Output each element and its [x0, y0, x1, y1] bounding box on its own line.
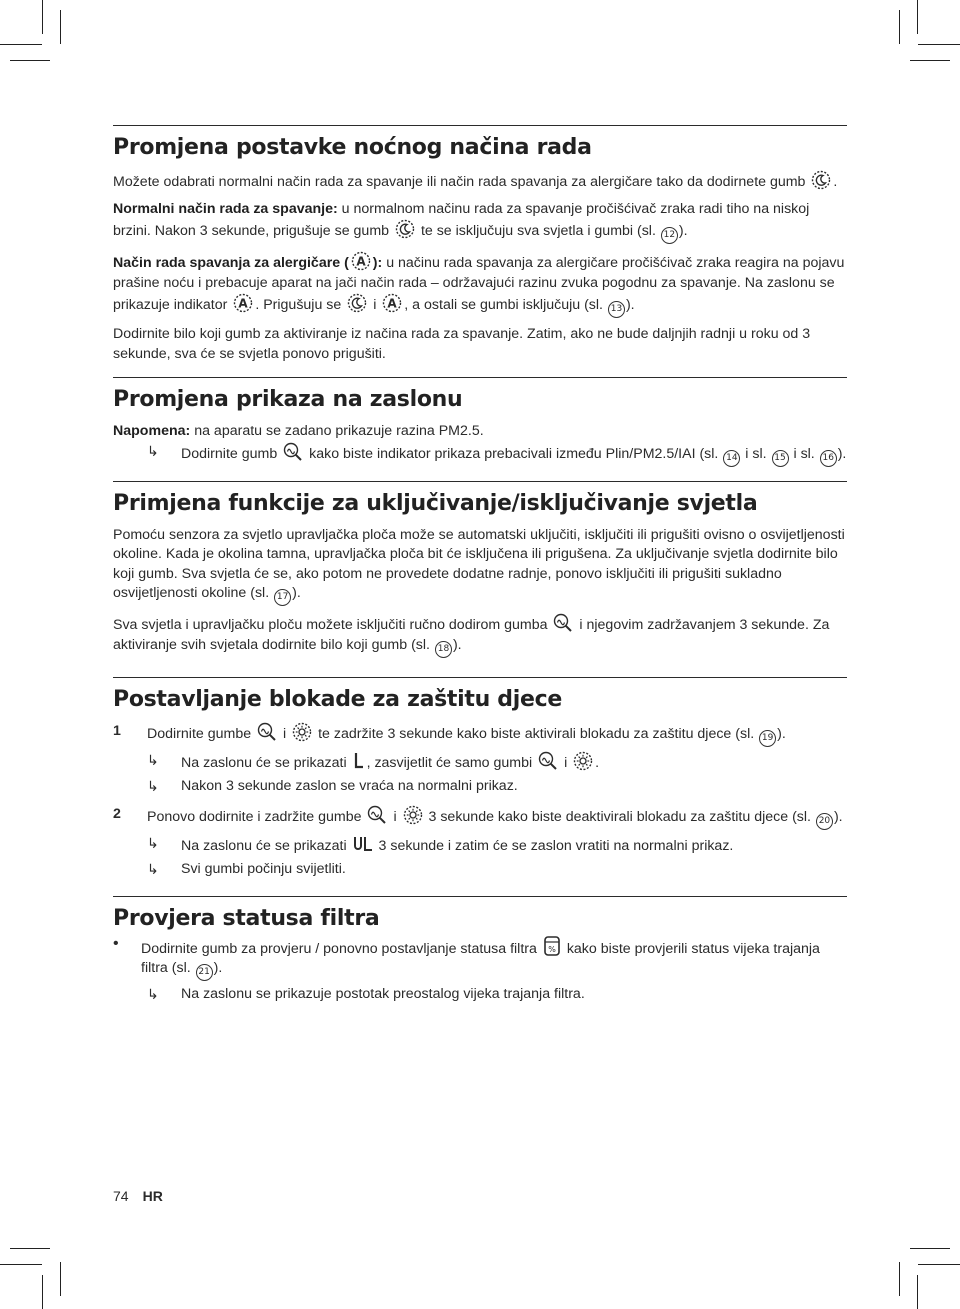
- allergen-a-icon: [351, 251, 371, 271]
- section-title: Promjena postavke noćnog načina rada: [113, 135, 592, 160]
- svg-text:A: A: [356, 254, 366, 269]
- light-sun-icon: [403, 805, 423, 825]
- display-magnifier-icon: [367, 805, 387, 825]
- page-footer: [113, 1188, 163, 1204]
- paragraph: Možete odabrati normalni način rada za spavanje ili način rada spavanja za alergičare tako da dodirnete gumb .: [113, 170, 847, 193]
- step-number: 2: [113, 805, 121, 822]
- note: Napomena: na aparatu se zadano prikazuje razina PM2.5.: [113, 423, 484, 439]
- section-night-mode: [113, 125, 847, 377]
- moon-icon: [395, 219, 415, 239]
- figure-number: 18: [435, 641, 452, 658]
- step-item: 2 Ponovo dodirnite i zadržite gumbe i 3 sekunde kako biste deaktivirali blokadu za zaštitu djece (sl. 20 ).: [113, 805, 847, 830]
- paragraph: Pomoću senzora za svjetlo upravljačka ploča može se automatski uključiti, isključiti ili prigušiti ovisno o osvijetljenosti okoline. Kada je okolina tamna, upravljačka ploča bit će isključena ili prigušena. Za uključivanje svjetla dodirnite bilo koji gumb. Sva svjetla će se, ako potom ne provedete dodatne radnje, ponovo isključiti ili prigušiti sukladno osvijetljenosti okoline (sl. 17 ).: [113, 526, 847, 607]
- language-code: HR: [142, 1188, 163, 1204]
- display-magnifier-icon: [553, 613, 573, 633]
- crop-mark: [918, 44, 960, 45]
- figure-number: 13: [608, 301, 625, 318]
- result-item: ↳ Dodirnite gumb kako biste indikator prikaza prebacivali između Plin/PM2.5/IAI (sl. 14 i sl. 15 i sl. 16 ).: [113, 442, 847, 467]
- crop-mark: [918, 1264, 960, 1265]
- light-sun-icon: [292, 722, 312, 742]
- figure-number: 20: [816, 813, 833, 830]
- paragraph: Sva svjetla i upravljačku ploču možete isključiti ručno dodirom gumba i njegovim zadržavanjem 3 sekunde. Za aktiviranje svih svjetala dodirnite bilo koji gumb (sl. 18 ).: [113, 613, 847, 658]
- crop-mark: [60, 1262, 61, 1296]
- section-title: Promjena prikaza na zaslonu: [113, 387, 463, 412]
- arrow-icon: ↳: [147, 834, 159, 851]
- allergen-a-icon: [382, 293, 402, 313]
- section-light: [113, 481, 847, 677]
- svg-text:A: A: [387, 296, 397, 311]
- section-title: Postavljanje blokade za zaštitu djece: [113, 686, 562, 712]
- paragraph: Način rada spavanja za alergičare ( A ): u načinu rada spavanja za alergičare pročišćivač zraka reagira na pojavu prašine noću i prebacuje aparat na jači način rada – održavajući razinu zvuka pogodnu za spavanje. Na zaslonu se prikazuje indikator A . Prigušuju se i A , a ostali se gumbi isključuju (sl. 13 ).: [113, 251, 847, 318]
- svg-text:A: A: [238, 296, 248, 311]
- crop-mark: [910, 1248, 950, 1249]
- figure-number: 17: [274, 589, 291, 606]
- moon-icon: [811, 170, 831, 190]
- manual-page: [113, 125, 847, 1009]
- figure-number: 21: [196, 964, 213, 981]
- display-magnifier-icon: [257, 722, 277, 742]
- figure-number: 14: [723, 450, 740, 467]
- light-sun-icon: [573, 751, 593, 771]
- crop-mark: [910, 60, 950, 61]
- result-item: ↳ Nakon 3 sekunde zaslon se vraća na normalni prikaz.: [113, 777, 847, 797]
- bullet: •: [113, 934, 119, 952]
- arrow-icon: ↳: [147, 861, 159, 877]
- crop-mark: [0, 44, 42, 45]
- crop-mark: [42, 1275, 43, 1309]
- arrow-icon: ↳: [147, 751, 159, 768]
- page-number: 74: [113, 1188, 129, 1204]
- crop-mark: [917, 0, 918, 34]
- display-magnifier-icon: [283, 442, 303, 462]
- section-title: Provjera statusa filtra: [113, 905, 380, 931]
- result-item: ↳ Svi gumbi počinju svijetliti.: [113, 860, 847, 880]
- arrow-icon: ↳: [147, 986, 159, 1002]
- display-magnifier-icon: [538, 751, 558, 771]
- moon-icon: [347, 293, 367, 313]
- crop-mark: [10, 1248, 50, 1249]
- child-lock-icon: [353, 751, 365, 771]
- step-item: 1 Dodirnite gumbe i te zadržite 3 sekunde kako biste aktivirali blokadu za zaštitu djece (sl. 19 ).: [113, 722, 847, 747]
- allergen-a-icon: [233, 293, 253, 313]
- crop-mark: [10, 60, 50, 61]
- svg-text:%: %: [548, 944, 556, 954]
- paragraph: Dodirnite bilo koji gumb za aktiviranje iz načina rada za spavanje. Zatim, ako ne bude daljnjih radnji u roku od 3 sekunde, sva će se svjetla ponovo prigušiti.: [113, 326, 811, 362]
- section-filter-status: [113, 896, 847, 1005]
- section-title: Primjena funkcije za uključivanje/isključivanje svjetla: [113, 490, 758, 516]
- figure-number: 19: [759, 730, 776, 747]
- result-item: ↳ Na zaslonu se prikazuje postotak preostalog vijeka trajanja filtra.: [113, 985, 847, 1005]
- result-item: ↳ Na zaslonu će se prikazati 3 sekunde i zatim će se zaslon vratiti na normalni prikaz.: [147, 834, 734, 854]
- child-unlock-icon: [353, 834, 373, 854]
- section-child-lock: [113, 677, 847, 896]
- crop-mark: [899, 1262, 900, 1296]
- crop-mark: [917, 1275, 918, 1309]
- crop-mark: [899, 10, 900, 44]
- figure-number: 15: [772, 450, 789, 467]
- step-number: 1: [113, 722, 121, 739]
- paragraph: Normalni način rada za spavanje: u normalnom načinu rada za spavanje pročišćivač zraka radi tiho na niskoj brzini. Nakon 3 sekunde, prigušuje se gumb te se isključuju sva svjetla i gumbi (sl. 12 ).: [113, 200, 847, 245]
- arrow-icon: ↳: [147, 442, 159, 459]
- filter-reset-icon: [543, 935, 561, 957]
- figure-number: 16: [820, 450, 837, 467]
- bullet-item: • Dodirnite gumb za provjeru / ponovno postavljanje statusa filtra % kako biste provjerili status vijeka trajanja filtra (sl. 21 ).: [113, 935, 847, 982]
- crop-mark: [42, 0, 43, 34]
- crop-mark: [0, 1264, 42, 1265]
- result-item: ↳ Na zaslonu će se prikazati , zasvijetlit će samo gumbi i .: [147, 751, 600, 771]
- figure-number: 12: [661, 227, 678, 244]
- crop-mark: [60, 10, 61, 44]
- arrow-icon: ↳: [147, 778, 159, 794]
- section-display: [113, 377, 847, 481]
